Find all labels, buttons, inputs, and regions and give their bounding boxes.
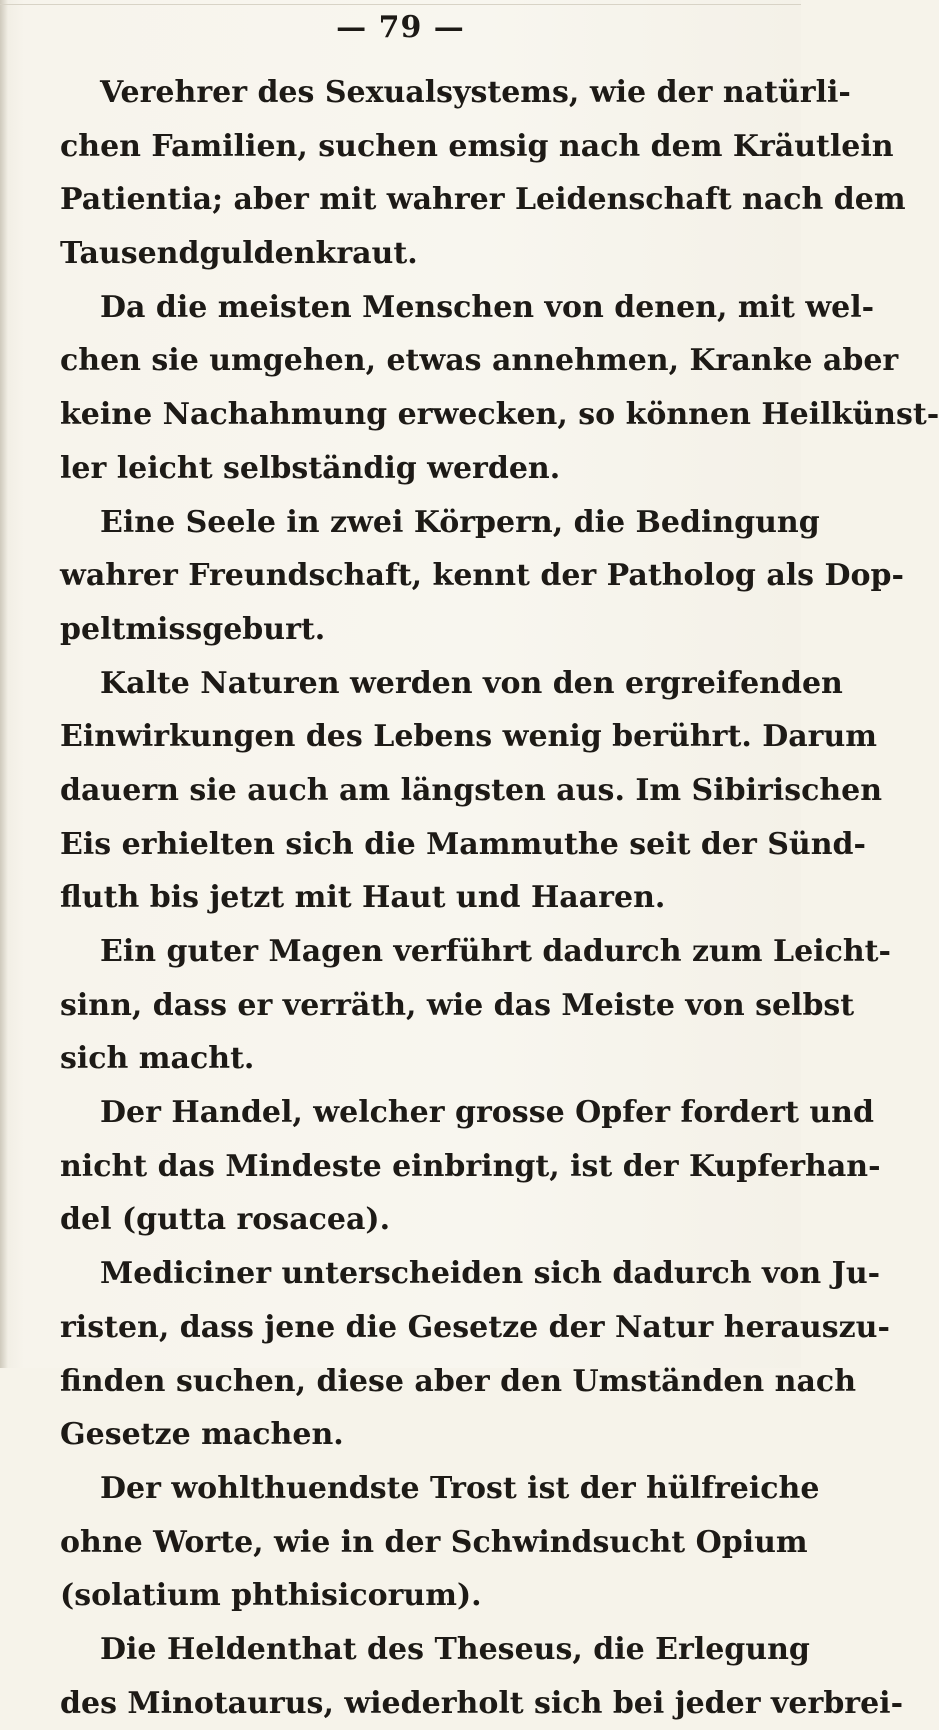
text-line: des Minotaurus, wiederholt sich bei jeder verbrei-: [60, 1685, 904, 1721]
text-line: Der wohlthuendste Trost ist der hülfreiche: [100, 1470, 820, 1506]
text-line: ler leicht selbständig werden.: [60, 450, 561, 486]
text-line: Mediciner unterscheiden sich dadurch von Ju-: [100, 1256, 881, 1292]
text-line: nicht das Mindeste einbringt, ist der Kupferhan-: [60, 1148, 881, 1184]
text-line: Einwirkungen des Lebens wenig berührt. Darum: [60, 719, 878, 755]
text-line: Verehrer des Sexualsystems, wie der natürli-: [100, 75, 851, 110]
text-line: Gesetze machen.: [60, 1417, 344, 1453]
text-line: sinn, dass er verräth, wie das Meiste von selbst: [60, 987, 855, 1023]
text-line: (solatium phthisicorum).: [60, 1578, 482, 1614]
text-line: chen sie umgehen, etwas annehmen, Kranke aber: [60, 343, 899, 379]
text-line: Ein guter Magen verführt dadurch zum Leicht-: [100, 934, 891, 969]
page-number: — 79 —: [336, 10, 465, 45]
text-line: Tausendguldenkraut.: [60, 236, 418, 272]
text-line: dauern sie auch am längsten aus. Im Sibirischen: [60, 772, 883, 808]
text-line: fluth bis jetzt mit Haut und Haaren.: [60, 880, 666, 916]
text-line: risten, dass jene die Gesetze der Natur herauszu-: [60, 1309, 890, 1345]
text-line: peltmissgeburt.: [60, 611, 326, 647]
text-line: Der Handel, welcher grosse Opfer fordert und: [100, 1095, 874, 1131]
body-text: [60, 66, 939, 1730]
text-line: del (gutta rosacea).: [60, 1202, 391, 1238]
text-line: wahrer Freundschaft, kennt der Patholog als Dop-: [60, 558, 904, 594]
text-line: finden suchen, diese aber den Umständen nach: [60, 1363, 857, 1399]
text-line: keine Nachahmung erwecken, so können Heilkünst-: [60, 397, 939, 433]
text-line: chen Familien, suchen emsig nach dem Kräutlein: [60, 128, 894, 164]
top-edge: [0, 4, 801, 5]
text-line: Da die meisten Menschen von denen, mit wel-: [100, 289, 875, 325]
text-line: Patientia; aber mit wahrer Leidenschaft nach dem: [60, 182, 906, 218]
text-line: Die Heldenthat des Theseus, die Erlegung: [100, 1631, 810, 1667]
text-line: sich macht.: [60, 1041, 255, 1077]
text-line: Kalte Naturen werden von den ergreifenden: [100, 665, 843, 701]
text-line: Eine Seele in zwei Körpern, die Bedingung: [100, 504, 820, 540]
binding-shadow: [0, 0, 8, 1368]
text-line: Eis erhielten sich die Mammuthe seit der Sünd-: [60, 826, 866, 862]
text-line: ohne Worte, wie in der Schwindsucht Opium: [60, 1524, 808, 1560]
